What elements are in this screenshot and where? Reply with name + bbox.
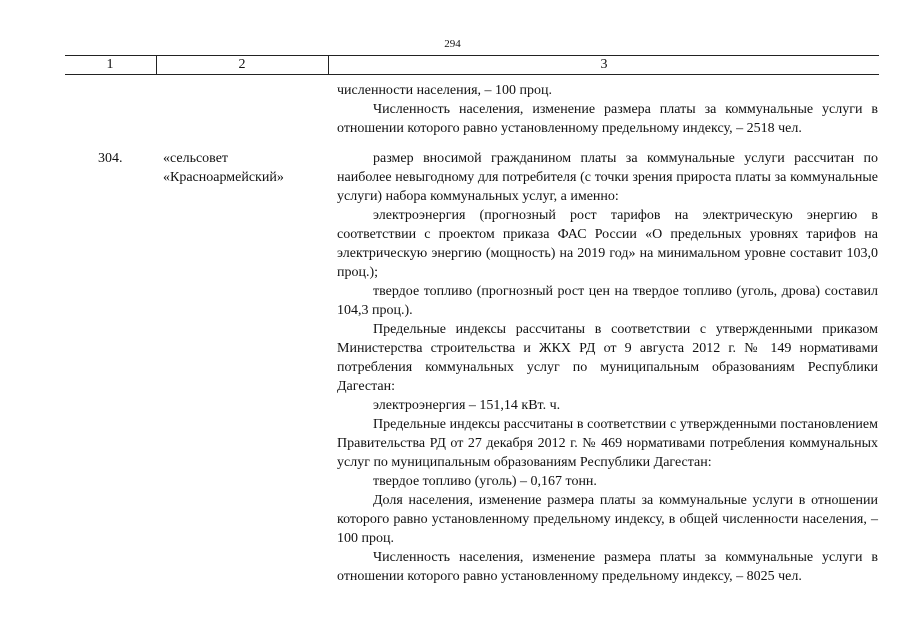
description-paragraph: Предельные индексы рассчитаны в соответствии с утвержденными приказом Министерства строительства и ЖКХ РД от 9 августа 2012 г. № 149 нормативами потребления коммунальных услуг по муниципальным образованиям Республики Дагестан: xyxy=(337,322,878,394)
entry-name-line: «Красноармейский» xyxy=(163,170,284,185)
continuation-paragraph: численности населения, – 100 проц. xyxy=(337,83,553,98)
entry-name xyxy=(163,149,328,187)
description-paragraph: электроэнергия – 151,14 кВт. ч. xyxy=(373,398,561,413)
column-header-2: 2 xyxy=(238,57,246,72)
description-paragraph: Численность населения, изменение размера платы за коммунальные услуги в отношении которого равно установленному предельному индексу, – 8025 чел. xyxy=(337,550,878,584)
description-paragraph: Доля населения, изменение размера платы за коммунальные услуги в отношении которого равно установленному предельному индексу, в общей численности населения, – 100 проц. xyxy=(337,493,878,546)
entry-description xyxy=(337,149,878,586)
table-header-row xyxy=(65,55,879,75)
continuation-paragraph: Численность населения, изменение размера платы за коммунальные услуги в отношении которого равно установленному предельному индексу, – 2518 чел. xyxy=(337,102,878,136)
column-header-1: 1 xyxy=(106,57,114,72)
description-paragraph: размер вносимой гражданином платы за коммунальные услуги рассчитан по наиболее невыгодному для потребителя (с точки зрения прироста платы за коммунальные услуги) набора коммунальных услуг, а именно: xyxy=(337,151,878,204)
description-paragraph: электроэнергия (прогнозный рост тарифов на электрическую энергию в соответствии с проектом приказа ФАС России «О предельных уровнях тарифов на электрическую энергию (мощность) на 2019 год» на минимальном уровне составит 103,0 проц.); xyxy=(337,208,878,280)
entry-name-line: «сельсовет xyxy=(163,151,229,166)
page-number: 294 xyxy=(444,38,461,50)
description-paragraph: твердое топливо (уголь) – 0,167 тонн. xyxy=(373,474,597,489)
description-paragraph: Предельные индексы рассчитаны в соответствии с утвержденными постановлением Правительства РД от 27 декабря 2012 г. № 469 нормативами потребления коммунальных услуг по муниципальным образованиям Республики Дагестан: xyxy=(337,417,878,470)
column-header-3: 3 xyxy=(600,57,608,72)
entry-number: 304. xyxy=(98,151,123,166)
previous-entry-continuation xyxy=(337,81,878,138)
description-paragraph: твердое топливо (прогнозный рост цен на твердое топливо (уголь, дрова) составил 104,3 проц.). xyxy=(337,284,878,318)
